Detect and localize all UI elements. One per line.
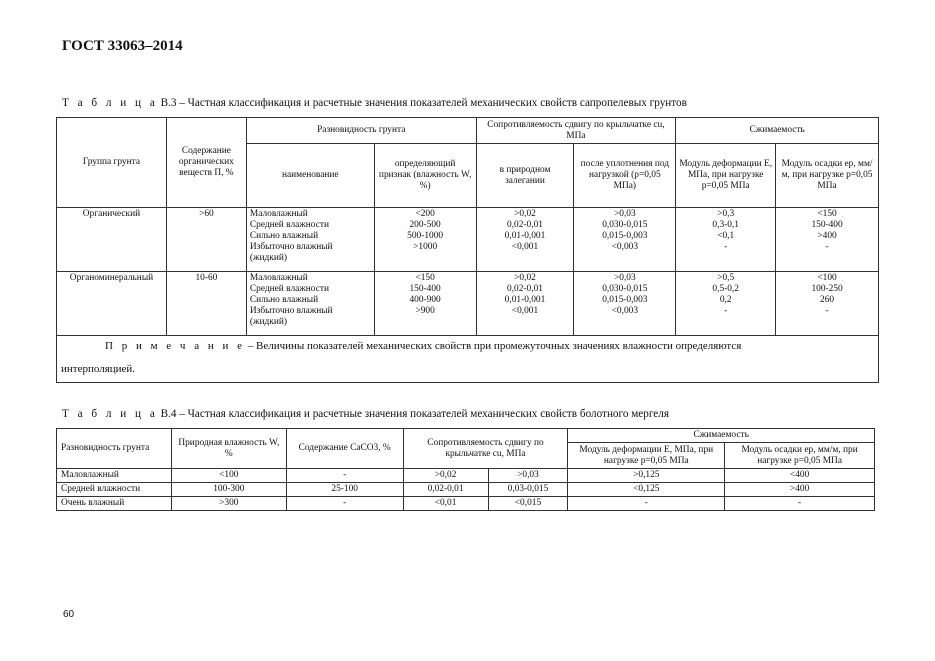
table-row bbox=[57, 469, 875, 483]
table-row bbox=[57, 272, 879, 336]
t4-row1-moisture: <100 bbox=[171, 469, 286, 483]
t3-row1-shear-compacted: >0,03 0,030-0,015 0,015-0,003 <0,003 bbox=[574, 208, 676, 272]
t4-header-caco3: Содержание CaCO3, % bbox=[286, 429, 403, 469]
t3-header-variety: Разновидность грунта bbox=[246, 118, 476, 144]
t3-header-compress: Сжимаемость bbox=[676, 118, 879, 144]
t3-row1-names: Маловлажный Средней влажности Сильно влажный Избыточно влажный (жидкий) bbox=[246, 208, 374, 272]
t4-row2-settlement: >400 bbox=[725, 483, 875, 497]
t4-header-compress: Сжимаемость bbox=[568, 429, 875, 443]
t4-header-shear: Сопротивляемость сдвигу по крыльчатке сu, МПа bbox=[403, 429, 568, 469]
t4-row3-modulus: - bbox=[568, 497, 725, 511]
t3-header-shear-compacted: после уплотнения под нагрузкой (p=0,05 МПа) bbox=[574, 144, 676, 208]
t3-row2-shear-compacted: >0,03 0,030-0,015 0,015-0,003 <0,003 bbox=[574, 272, 676, 336]
t3-row2-names: Маловлажный Средней влажности Сильно влажный Избыточно влажный (жидкий) bbox=[246, 272, 374, 336]
table4-caption-text: В.4 – Частная классификация и расчетные значения показателей механических свойств болотного мергеля bbox=[157, 408, 669, 420]
t3-row2-modulus: >0,5 0,5-0,2 0,2 - bbox=[676, 272, 776, 336]
t3-header-shear: Сопротивляемость сдвигу по крыльчатке сu, МПа bbox=[476, 118, 676, 144]
t3-row1-shear-natural: >0,02 0,02-0,01 0,01-0,001 <0,001 bbox=[476, 208, 574, 272]
t3-row1-feature: <200 200-500 500-1000 >1000 bbox=[374, 208, 476, 272]
t4-header-settlement: Модуль осадки ep, мм/м, при нагрузке p=0,05 МПа bbox=[725, 443, 875, 469]
t3-header-feature: определяющий признак (влажность W, %) bbox=[374, 144, 476, 208]
t3-note bbox=[57, 336, 879, 383]
t3-row1-organic: >60 bbox=[166, 208, 246, 272]
t4-row2-shear2: 0,03-0,015 bbox=[488, 483, 568, 497]
t3-header-modulus: Модуль деформации E, МПа, при нагрузке p=0,05 МПа bbox=[676, 144, 776, 208]
t3-row1-modulus: >0,3 0,3-0,1 <0,1 - bbox=[676, 208, 776, 272]
table4-caption bbox=[62, 408, 669, 420]
table3-caption bbox=[62, 97, 687, 109]
t4-header-variety: Разновидность грунта bbox=[57, 429, 172, 469]
note-text-continued: интерполяцией. bbox=[61, 363, 136, 375]
t4-row2-moisture: 100-300 bbox=[171, 483, 286, 497]
t4-row1-modulus: >0,125 bbox=[568, 469, 725, 483]
t4-row3-caco3: - bbox=[286, 497, 403, 511]
t4-row2-shear1: 0,02-0,01 bbox=[403, 483, 488, 497]
t4-row3-shear2: <0,015 bbox=[488, 497, 568, 511]
table4-caption-prefix: Т а б л и ц а bbox=[62, 408, 158, 420]
t3-row1-settlement: <150 150-400 >400 - bbox=[776, 208, 879, 272]
t3-row2-feature: <150 150-400 400-900 >900 bbox=[374, 272, 476, 336]
t4-row2-modulus: <0,125 bbox=[568, 483, 725, 497]
table3-caption-text: В.3 – Частная классификация и расчетные значения показателей механических свойств сапропелевых грунтов bbox=[157, 97, 687, 109]
t3-header-organic: Содержание органических веществ П, % bbox=[166, 118, 246, 208]
table-b4 bbox=[56, 428, 875, 511]
table3-caption-prefix: Т а б л и ц а bbox=[62, 97, 158, 109]
note-prefix: П р и м е ч а н и е bbox=[105, 340, 245, 352]
t3-header-name: наименование bbox=[246, 144, 374, 208]
t4-row1-settlement: <400 bbox=[725, 469, 875, 483]
t4-row1-shear2: >0,03 bbox=[488, 469, 568, 483]
t3-header-settlement: Модуль осадки ep, мм/м, при нагрузке p=0,05 МПа bbox=[776, 144, 879, 208]
t3-row1-group: Органический bbox=[57, 208, 167, 272]
t4-row2-caco3: 25-100 bbox=[286, 483, 403, 497]
t4-row3-moisture: >300 bbox=[171, 497, 286, 511]
t4-row1-shear1: >0,02 bbox=[403, 469, 488, 483]
t3-row2-settlement: <100 100-250 260 - bbox=[776, 272, 879, 336]
note-text: – Величины показателей механических свойств при промежуточных значениях влажности определяются bbox=[245, 340, 742, 352]
t3-row2-group: Органоминеральный bbox=[57, 272, 167, 336]
t3-header-group: Группа грунта bbox=[57, 118, 167, 208]
t4-header-moisture: Природная влажность W, % bbox=[171, 429, 286, 469]
t4-row3-settlement: - bbox=[725, 497, 875, 511]
table-b3 bbox=[56, 117, 879, 383]
t4-row3-shear1: <0,01 bbox=[403, 497, 488, 511]
table-row bbox=[57, 208, 879, 272]
t4-row1-caco3: - bbox=[286, 469, 403, 483]
t4-row2-variety: Средней влажности bbox=[57, 483, 172, 497]
page-number: 60 bbox=[63, 609, 75, 620]
t4-row3-variety: Очень влажный bbox=[57, 497, 172, 511]
t4-row1-variety: Маловлажный bbox=[57, 469, 172, 483]
t3-row2-shear-natural: >0,02 0,02-0,01 0,01-0,001 <0,001 bbox=[476, 272, 574, 336]
document-header-title: ГОСТ 33063–2014 bbox=[62, 38, 183, 54]
t3-header-shear-natural: в природном залегании bbox=[476, 144, 574, 208]
t3-row2-organic: 10-60 bbox=[166, 272, 246, 336]
table-row bbox=[57, 497, 875, 511]
table-row bbox=[57, 483, 875, 497]
t4-header-modulus: Модуль деформации E, МПа, при нагрузке p=0,05 МПа bbox=[568, 443, 725, 469]
